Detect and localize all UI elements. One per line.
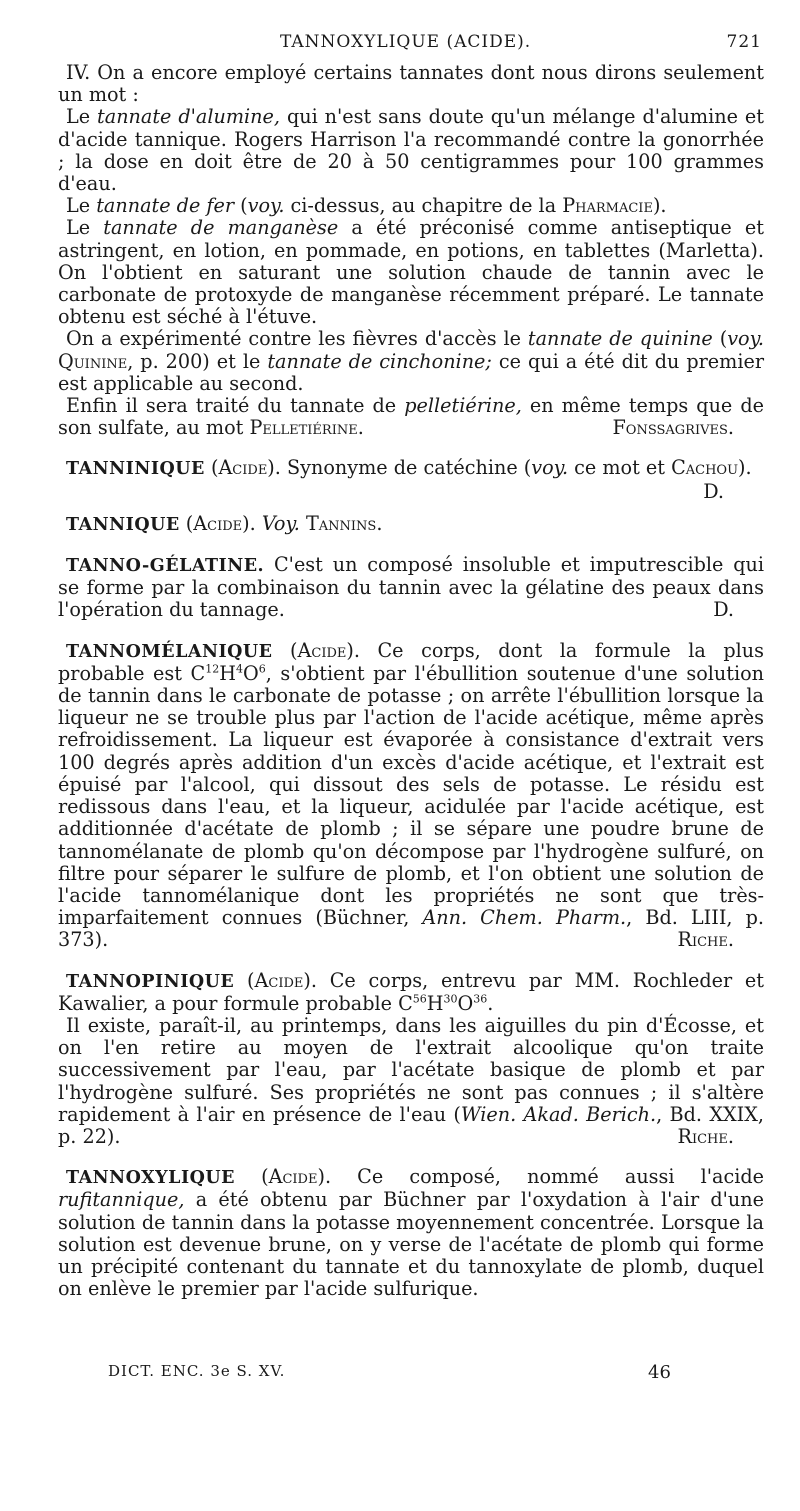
text: Le: [66, 216, 104, 240]
text: On a expérimenté contre les fièvres d'accès le: [66, 327, 528, 351]
spacer: [58, 1148, 764, 1166]
page-footer: [108, 1362, 710, 1386]
spacer: [58, 952, 764, 970]
entry-tanno-gelatine: [58, 554, 764, 622]
text: Il existe, paraît-il, au printemps, dans les aiguilles du pin d'Écosse, et on l'en retire au moyen de l'extrait alcoolique qu'on traite successivement par l'eau, par l'acétate basique de plomb et par l'hydrogène sulfuré. Ses propriétés ne sont pas connues ; il s'altère rapidement à l'air en présence de l'eau (: [58, 1013, 764, 1126]
entry-tannopinique: [58, 970, 764, 1015]
text: C'est un composé insoluble et imputrescible qui se forme par la combinaison du tannin avec la gélatine des peaux dans l'opération du tannage.: [58, 553, 764, 622]
formula-subscript: 56: [412, 992, 427, 1006]
paragraph-tannate-alumine: [58, 106, 764, 195]
text: Synonyme de catéchine (: [280, 456, 532, 480]
author-signature: Fonssagrives.: [612, 416, 734, 440]
author-signature: D.: [703, 479, 724, 503]
text: , Bd. LIII, p. 373).: [58, 906, 764, 952]
spacer: [58, 536, 764, 554]
term: tannate de fer: [96, 194, 235, 218]
text: Ce corps, dont la formule la plus probable est C: [58, 638, 764, 685]
body-text: [58, 62, 764, 1300]
spacer: [58, 503, 764, 513]
author-signature: Riche.: [677, 1124, 734, 1148]
headword-qualifier: (Acide).: [185, 511, 256, 535]
spacer: [58, 439, 764, 457]
paragraph-iv-intro: [58, 62, 764, 106]
headword: TANNINIQUE: [66, 459, 205, 480]
entry-tanninique: [58, 457, 764, 480]
formula-element: H: [219, 661, 236, 685]
headword: TANNOXYLIQUE: [66, 1168, 235, 1189]
voy-ref: voy.: [531, 456, 569, 480]
text: , s'obtient par l'ébullition soutenue d'une solution de tannin dans le carbonate de potasse ; on arrête l'ébullition lorsque la liqueur ne se trouble plus par l'action de l'acide acétique, même après refroidissement. La liqueur est évaporée à consistance d'extrait vers 100 degrés après addition d'un excès d'acide acétique, et l'extrait est épuisé par l'alcool, qui dissout des sels de potasse. Le résidu est redissous dans l'eau, et la liqueur, acidulée par l'acide acétique, est additionnée d'acétate de plomb ; il se sépare une poudre brune de tannomélanate de plomb qu'on décompose par l'hydrogène sulfuré, on filtre pour séparer le sulfure de plomb, et l'on obtient une solution de l'acide tannomélanique dont les propriétés ne sont que très-imparfaitement connues (Büchner,: [58, 661, 764, 930]
formula-subscript: 30: [443, 992, 458, 1006]
formula-subscript: 4: [235, 662, 243, 676]
text: a été obtenu par Büchner par l'oxydation à l'air d'une solution de tannin dans la potasse moyennement concentrée. Lorsque la solution est devenue brune, on y verse de l'acétate de plomb qui forme un précipité contenant du tannate et du tannoxylate de plomb, duquel on enlève le premier par l'acide sulfurique.: [58, 1188, 764, 1301]
paragraph-tannate-manganese: [58, 217, 764, 328]
cross-ref: Pelletiérine.: [249, 416, 364, 440]
text: ).: [652, 194, 667, 218]
page-number: 721: [726, 32, 762, 52]
headword: TANNO-GÉLATINE.: [66, 556, 265, 577]
sheet-signature: DICT. ENC. 3e S. XV.: [108, 1362, 286, 1380]
entry-tannoxylique: [58, 1166, 764, 1300]
voy-ref: Voy.: [261, 511, 300, 535]
text: Le: [66, 105, 98, 129]
term: tannate de quinine: [527, 327, 713, 351]
term: rufitannique,: [58, 1188, 185, 1212]
cross-ref: Tannins.: [305, 511, 383, 535]
text: IV. On a encore employé certains tannates dont nous dirons seulement un mot :: [58, 61, 764, 107]
sheet-number: 46: [648, 1362, 671, 1383]
headword: TANNOPINIQUE: [66, 971, 235, 992]
text: qui n'est sans doute qu'un mélange d'alumine et d'acide tannique. Rogers Harrison l'a recommandé contre la gonorrhée ; la dose en doit être de 20 à 50 centigrammes pour 100 grammes d'eau.: [58, 105, 764, 196]
text: (: [712, 327, 728, 351]
formula-element: O: [242, 661, 259, 685]
term: tannate de manganèse: [103, 216, 339, 240]
entry-tannique: [58, 513, 764, 536]
term: tannate d'alumine,: [97, 105, 280, 129]
paragraph-pelletierine: [58, 395, 764, 439]
text: Enfin il sera traité du tannate de: [66, 394, 405, 418]
text: (: [234, 194, 248, 218]
voy-ref: voy.: [727, 327, 764, 351]
term: tannate de cinchonine;: [267, 349, 492, 373]
headword: TANNIQUE: [66, 514, 180, 535]
author-signature: Riche.: [677, 928, 734, 952]
term: pelletiérine,: [404, 394, 522, 418]
voy-ref: voy.: [247, 194, 285, 218]
author-signature: D.: [713, 598, 734, 622]
paragraph-tannate-quinine: [58, 328, 764, 395]
formula-subscript: 36: [473, 992, 488, 1006]
text: Ce composé, nommé aussi l'acide: [331, 1165, 765, 1189]
cross-ref: Pharmacie: [562, 194, 653, 218]
formula-element: O: [457, 991, 474, 1015]
cross-ref: Quinine,: [58, 349, 134, 373]
text: Ce corps, entrevu par MM. Rochleder et Kawalier, a pour formule probable C: [58, 968, 764, 1015]
running-head: [60, 32, 762, 56]
headword-qualifier: (Acide).: [290, 638, 360, 662]
text: ce mot et: [568, 456, 672, 480]
running-title: TANNOXYLIQUE (ACIDE).: [280, 32, 532, 52]
paragraph-tannopinique-2: [58, 1015, 764, 1148]
headword-qualifier: (Acide).: [247, 968, 317, 992]
text: ce qui a été dit du premier est applicable au second.: [58, 349, 764, 395]
formula-subscript: 12: [205, 662, 220, 676]
text: p. 200) et le: [133, 349, 268, 373]
text: ci-dessus, au chapitre de la: [284, 194, 563, 218]
spacer: [58, 622, 764, 640]
reference: Ann. Chem. Pharm.: [422, 906, 627, 930]
headword: TANNOMÉLANIQUE: [66, 641, 273, 662]
headword-qualifier: (Acide).: [261, 1165, 332, 1189]
text: ).: [738, 456, 752, 480]
cross-ref: Cachou: [671, 456, 739, 480]
text: en même temps que de son sulfate, au mot: [58, 394, 764, 440]
text: a été préconisé comme antiseptique et astringent, en lotion, en pommade, en potions, en tablettes (Marletta). On l'obtient en saturant une solution chaude de tannin avec le carbonate de protoxyde de manganèse récemment préparé. Le tannate obtenu est séché à l'étuve.: [58, 216, 764, 329]
formula-element: H: [426, 991, 444, 1015]
paragraph-tannate-fer: [58, 195, 764, 217]
entry-tannomelanique: [58, 640, 764, 952]
text: , Bd. XXIX, p. 22).: [58, 1102, 764, 1148]
headword-qualifier: (Acide).: [210, 456, 281, 480]
text: .: [487, 991, 494, 1015]
formula-subscript: 6: [258, 662, 266, 676]
text: Le: [66, 194, 97, 218]
reference: Wien. Akad. Berich.: [460, 1102, 657, 1126]
